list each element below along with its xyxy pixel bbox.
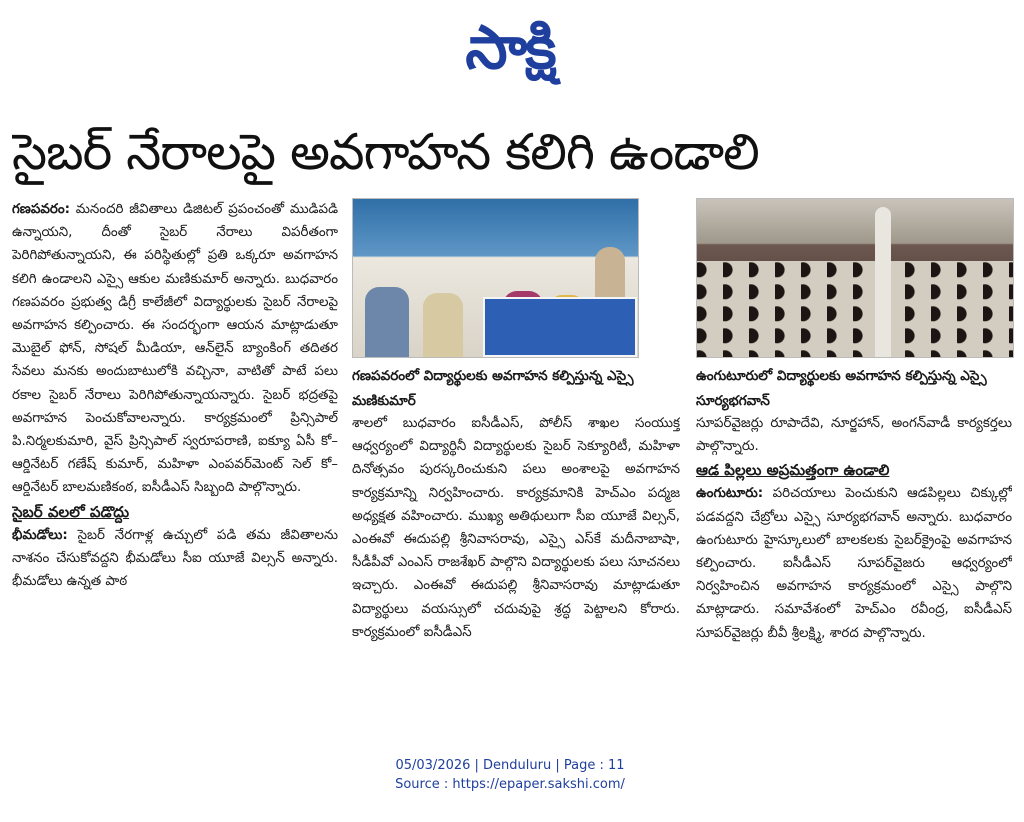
- subheading-cyber-trap: సైబర్ వలలో పడొద్దు: [12, 502, 130, 521]
- photo-figure: [875, 207, 891, 357]
- page-footer: [310, 756, 710, 794]
- source-link[interactable]: Source : https://epaper.sakshi.com/: [395, 777, 625, 792]
- edition-info: 05/03/2026 | Denduluru | Page : 11: [395, 758, 625, 773]
- photo-figure: [423, 293, 463, 357]
- paragraph-ungutur: [696, 482, 1012, 644]
- paragraph-text: సూపర్‌వైజర్లు రూపాదేవి, నూర్జహాన్, అంగన్‌వాడీ కార్యకర్తలు పాల్గొన్నారు.: [696, 416, 1012, 455]
- dateline-place: భీమడోలు:: [12, 527, 68, 543]
- paragraph-text: శాలలో బుధవారం ఐసీడీఎస్, పోలీస్ శాఖల సంయుక్త ఆధ్వర్యంలో విద్యార్థినీ విద్యార్థులకు సైబర్ సెక్యూరిటీ, మహిళా దినోత్సవం పురస్కరించుకుని పలు అంశాలపై అవగాహన కార్యక్రమాన్ని నిర్వహించారు. కార్యక్రమానికి హెచ్‌ఎం పద్మజ అధ్యక్షత వహించారు. ముఖ్య అతిథులుగా సీఐ యూజే విల్సన్, ఎంఈవో ఈదుపల్లి శ్రీనివాసరావు, ఎస్సై ఎస్‌కే మదీనాబాషా, సీడీపీవో ఎంఎస్ రాజశేఖర్ పాల్గొని విద్యార్థులకు పలు సూచనలు ఇచ్చారు. ఎంఈవో ఈదుపల్లి శ్రీనివాసరావు మాట్లాడుతూ విద్యార్థులు వయస్సులో చదువుపై శ్రద్ధ పెట్టాలని కోరారు. కార్యక్రమంలో ఐసీడీఎస్: [352, 416, 680, 640]
- paragraph-bhimadolu: [12, 524, 338, 594]
- article-column-2: [352, 412, 680, 728]
- photo-figure: [365, 287, 409, 357]
- paragraph-text: సైబర్ నేరగాళ్ల ఉచ్చులో పడి తమ జీవితాలను నాశనం చేసుకోవద్దని భీమడోలు సీఐ యూజే విల్సన్ అన్నారు. భీమడోలు ఉన్నత పాఠ: [12, 527, 338, 590]
- article-column-3: [696, 412, 1012, 722]
- photo-crowd: [697, 261, 1013, 357]
- photo-caption-1: గణపవరంలో విద్యార్థులకు అవగాహన కల్పిస్తున్న ఎస్సై మణికుమార్: [352, 368, 634, 409]
- article-column-1: [12, 198, 338, 728]
- dateline-place: ఉంగుటూరు:: [696, 486, 764, 502]
- newspaper-masthead-logo: సాక్షి: [465, 13, 555, 83]
- article-headline: సైబర్ నేరాలపై అవగాహన కలిగి ఉండాలి: [12, 123, 759, 181]
- photo-ganapavaram-event: [352, 198, 639, 358]
- event-banner: [483, 297, 637, 357]
- paragraph-text: పరిచయాలు పెంచుకుని ఆడపిల్లలు చిక్కుల్లో పడవద్దని చేబ్రోలు ఎస్సై సూర్యభగవాన్ అన్నారు. బుధవారం ఉంగుటూరు హైస్కూలులో బాలకలకు సైబర్‌క్రైంపై అవగాహన కల్పించారు. ఐసీడీఎస్ సూపర్‌వైజరు ఆధ్వర్యంలో నిర్వహించిన అవగాహన కార్యక్రమంలో ఎస్సై పాల్గొని మాట్లాడారు. సమావేశంలో హెచ్‌ఎం రవీంద్ర, ఐసీడీఎస్ సూపర్‌వైజర్లు బీవీ శ్రీలక్ష్మి, శారద పాల్గొన్నారు.: [696, 486, 1012, 641]
- paragraph-text: మనందరి జీవితాలు డిజిటల్ ప్రపంచంతో ముడిపడి ఉన్నాయని, దీంతో సైబర్ నేరాలు విపరీతంగా పెరిగిపోతున్నాయని, ఈ పరిస్థితుల్లో ప్రతి ఒక్కరూ అవగాహన కలిగి ఉండాలని ఎస్సై ఆకుల మణికుమార్ అన్నారు. బుధవారం గణపవరం ప్రభుత్వ డిగ్రీ కాలేజీలో విద్యార్థులకు సైబర్ నేరాలపై అవగాహన కల్పించారు. ఈ సందర్భంగా ఆయన మాట్లాడుతూ మొబైల్ ఫోన్, సోషల్ మీడియా, ఆన్‌లైన్ బ్యాంకింగ్ తదితర సేవలు మనకు అందుబాటులోకి వచ్చినా, వాటితో పాటే పలు రకాల సైబర్ నేరాలు పెరిగిపోతున్నాయన్నారు. సైబర్ భద్రతపై అవగాహన పెంచుకోవాలన్నారు. కార్యక్రమంలో ప్రిన్సిపాల్ పి.నిర్మలకుమారి, వైస్ ప్రిన్సిపాల్ స్వరూపరాణి, ఐక్యూ ఏసీ కో–ఆర్డినేటర్ గణేష్ కుమార్, మహిళా ఎంపవర్‌మెంట్ సెల్ కో–ఆర్డినేటర్ బాలమణికంఠ, ఐసీడీఎస్ సిబ్బంది పాల్గొన్నారు.: [12, 202, 338, 496]
- dateline-place: గణపవరం:: [12, 202, 70, 217]
- photo-ungutur-event: [696, 198, 1014, 358]
- photo-caption-2: ఉంగుటూరులో విద్యార్థులకు అవగాహన కల్పిస్తున్న ఎస్సై సూర్యభగవాన్: [696, 368, 987, 409]
- subheading-girls-alert: ఆడ పిల్లలు అప్రమత్తంగా ఉండాలి: [696, 461, 890, 480]
- paragraph-ganapavaram: [12, 198, 338, 500]
